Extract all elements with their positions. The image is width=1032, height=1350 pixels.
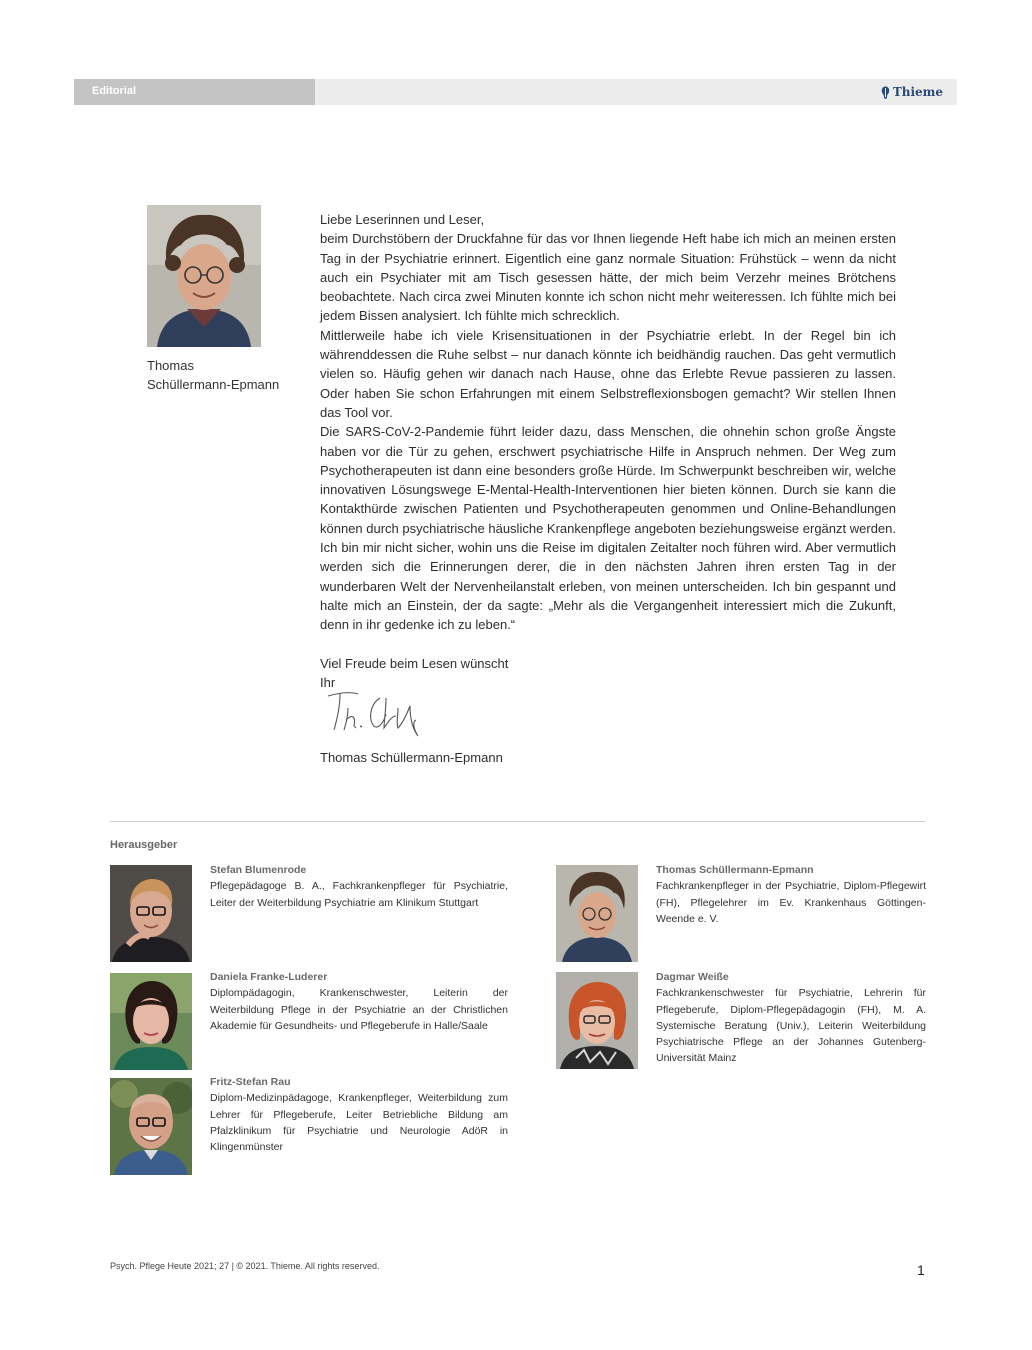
letter-salutation: Liebe Leserinnen und Leser, [320,212,485,227]
editor-photo-daniela-franke-luderer [110,973,192,1070]
editor-description: Fachkrankenschwester für Psychiatrie, Lehrerin für Pflegeberufe, Diplom-Pflegepädagogin (FH), M. A. Systemische Beratung (Univ.), Leiterin Weiterbildung Psychiatrische Pflege an der Johannes Gutenberg-Universität Mainz [656,987,926,1065]
letter-paragraph: Ich bin mir nicht sicher, wohin uns die Reise im digitalen Zeitalter noch führen wird. Aber vermutlich werden sich die Erinnerungen derer, die in den nächsten Jahren ihren ersten Tag in der wunderbaren Welt der Nervenheilanstalt erleben, von meinen unterscheiden. Ich bin gespannt und halte mich an Einstein, der da sagte: „Mehr als die Vergangenheit interessiert mich die Zukunft, denn in ihr gedenke ich zu leben.“ [320,540,896,633]
editor-photo-dagmar-weisse [556,972,638,1069]
letter-paragraph: Die SARS-CoV-2-Pandemie führt leider dazu, dass Menschen, die ohnehin schon große Ängste haben vor die Tür zu gehen, erschwert psychiatrische Hilfe in Anspruch nehmen. Der Weg zum Psychotherapeuten ist dann eine besonders große Hürde. Im Schwerpunkt beschreiben wir, welche innovativen Lösungswege E-Mental-Health-Interventionen hier bieten können. Durch sie kann die Kontakthürde zwischen Patienten und Psychotherapeuten genommen und Online-Behandlungen können durch psychiatrische häusliche Krankenpflege angeboten beziehungsweise ergänzt werden. [320,424,896,536]
editor-entry [210,969,508,1034]
header-bar [74,79,957,105]
editor-name: Thomas Schüllermann-Epmann [656,864,814,876]
editor-entry [656,969,926,1067]
editor-name: Fritz-Stefan Rau [210,1076,291,1088]
handwritten-signature [322,686,432,740]
section-divider [110,821,925,822]
letter-closing-ihr: Ihr [320,675,336,691]
editor-name: Daniela Franke-Luderer [210,971,328,983]
editor-description: Diplom-Medizinpädagoge, Krankenpfleger, Weiterbildung zum Lehrer für Pflegeberufe, Leiter Betriebliche Bildung am Pfalzklinikum für Psychiatrie und Neurologie AdöR in Klingenmünster [210,1092,508,1154]
publisher-logo-text: Thieme [892,85,943,99]
editor-description: Pflegepädagoge B. A., Fachkrankenpfleger für Psychiatrie, Leiter der Weiterbildung Psychiatrie am Klinikum Stuttgart [210,880,508,909]
editor-entry [210,1074,508,1155]
letter-closing: Viel Freude beim Lesen wünscht [320,655,509,671]
editor-description: Fachkrankenpfleger in der Psychiatrie, Diplom-Pflegewirt (FH), Pflegelehrer im Ev. Krankenhaus Göttingen-Weende e. V. [656,880,926,925]
page-number: 1 [917,1262,925,1278]
editors-heading: Herausgeber [110,839,178,851]
thieme-logo-icon [881,86,890,99]
editor-name: Dagmar Weiße [656,971,729,983]
editor-photo-stefan-blumenrode [110,865,192,962]
editor-name: Stefan Blumenrode [210,864,307,876]
author-photo [147,205,261,347]
publisher-logo [881,79,943,105]
editor-photo-fritz-stefan-rau [110,1078,192,1175]
footer-citation: Psych. Pflege Heute 2021; 27 | © 2021. Thieme. All rights reserved. [110,1261,380,1271]
letter-paragraph: beim Durchstöbern der Druckfahne für das vor Ihnen liegende Heft habe ich mich an meinen ersten Tag in der Psychiatrie erinnert. Eigentlich eine ganz normale Situation: Frühstück – wenn da nicht auch ein Psychiater mit am Tisch gesessen hätte, der mich beim Verzehr meines Brötchens beobachtete. Nach circa zwei Minuten konnte ich schon nicht mehr weiteressen. Ich fühlte mich bei jedem Bissen analysiert. Ich fühlte mich schrecklich. [320,231,896,324]
signature-name: Thomas Schüllermann-Epmann [320,750,503,765]
editor-entry [210,862,508,911]
editor-entry [656,862,926,927]
editor-description: Diplompädagogin, Krankenschwester, Leiterin der Weiterbildung Pflege in der Psychiatrie an der Christlichen Akademie für Gesundheits- und Pflegeberufe in Halle/Saale [210,987,508,1032]
section-label: Editorial [74,79,315,105]
editor-photo-thomas-schuellermann-epmann [556,865,638,962]
letter-paragraph: Mittlerweile habe ich viele Krisensituationen in der Psychiatrie erlebt. In der Regel bin ich währenddessen die Ruhe selbst – nur danach könnte ich beidhändig rauchen. Das geht vermutlich vielen so. Häufig gehen wir danach nach Hause, ohne das Erlebte Revue passieren zu lassen. Oder haben Sie schon Erfahrungen mit einem Selbstreflexionsbogen gemacht? Wir stellen Ihnen das Tool vor. [320,327,896,420]
author-name: Thomas Schüllermann-Epmann [147,358,280,392]
editorial-letter [320,210,896,692]
